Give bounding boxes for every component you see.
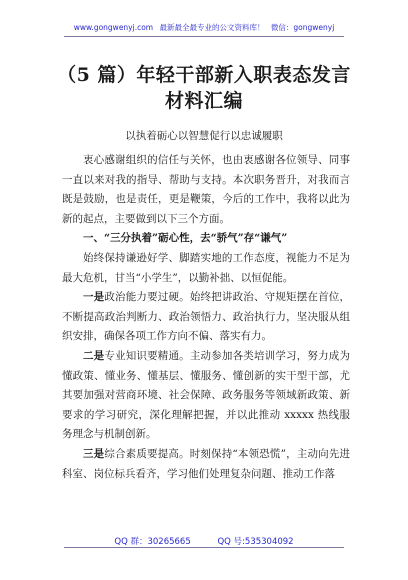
header-divider [64,36,344,37]
header-wechat: 微信：gongwenyj [270,23,335,32]
paragraph-point-1 [62,288,350,347]
document-subtitle: 以执着砺心以智慧促行以忠诚履职 [125,130,283,142]
footer-qq-number: QQ 号:535304092 [217,537,294,547]
point-3-text: 综合素质要提高。时刻保持“本领恐慌”，主动向先进科室、岗位标兵看齐，学习他们处理复杂问题、推动工作落 [62,447,350,480]
document-body [62,151,350,484]
footer-qq-group: QQ 群：30265665 [114,537,191,547]
footer-divider [64,547,344,548]
page-header [0,22,408,33]
point-2-text: 专业知识要精通。主动参加各类培训学习，努力成为懂政策、懂业务、懂基层、懂服务、懂创新的实干型干部，尤其要加强对营商环境、社会保障、政务服务等领域新政策、新要求的学习研究，深化理解把握，并以此推动 xxxxx 热线服务理念与机制创新。 [62,349,350,441]
section-heading-1: 一、“三分执着”砺心性，去“骄气”存“谦气” [83,232,288,245]
paragraph-section-1-intro: 始终保持谦逊好学、脚踏实地的工作态度，视能力不足为最大危机，甘当“小学生”，以勤补拙、以恒促能。 [62,251,350,284]
point-2-lead: 二是 [83,349,105,362]
document-title: （5 篇）年轻干部新入职表态发言材料汇编 [57,64,351,112]
paragraph-point-2 [62,347,350,445]
point-1-text: 政治能力要过硬。始终把讲政治、守规矩摆在首位，不断提高政治判断力、政治领悟力、政治执行力，坚决服从组织安排，确保各项工作方向不偏、落实有力。 [62,291,350,343]
paragraph-point-3 [62,445,350,484]
header-website-link[interactable]: www.gongwenyj.com [73,23,154,32]
header-slogan: 最新最全最专业的公文资料库！ [159,23,265,32]
point-3-lead: 三是 [83,447,105,460]
page-footer [0,535,408,547]
point-1-lead: 一是 [83,291,105,304]
paragraph-intro: 衷心感谢组织的信任与关怀，也由衷感谢各位领导、同事一直以来对我的指导、帮助与支持。本次职务晋升，对我而言既是鼓励，也是责任，更是鞭策，今后的工作中，我将以此为新的起点，主要做到以下三个方面。 [62,154,350,225]
